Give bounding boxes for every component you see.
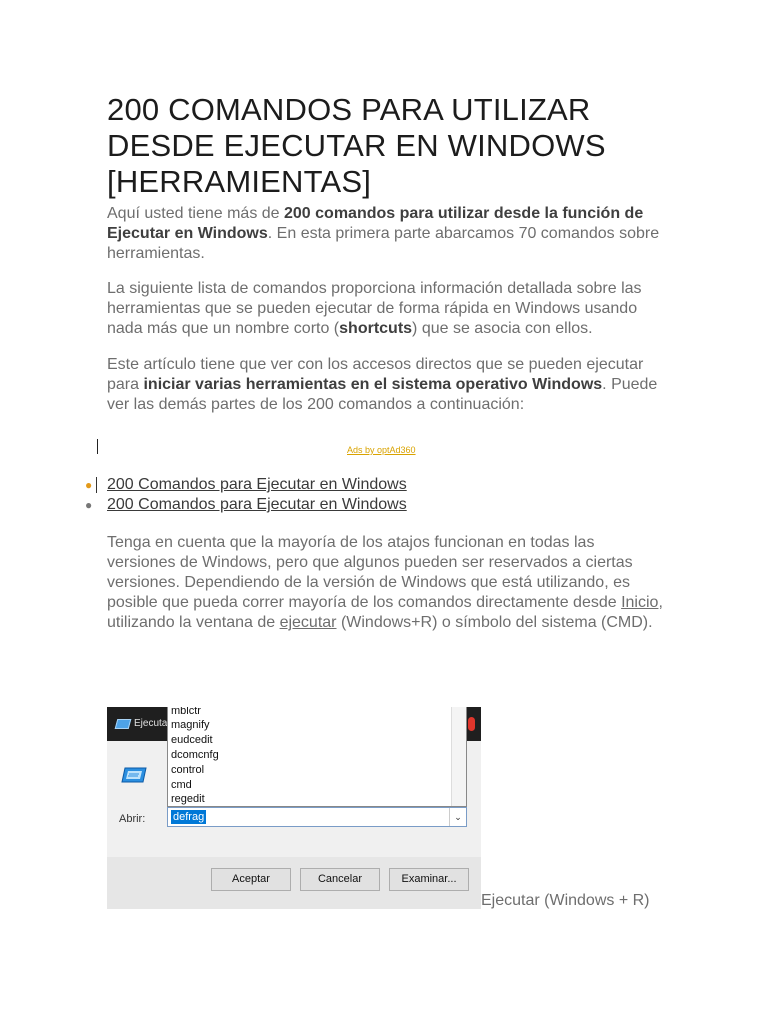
text-cursor (96, 477, 97, 493)
dropdown-option[interactable]: eudcedit (171, 734, 213, 746)
run-program-icon (121, 767, 147, 783)
dropdown-option[interactable]: cmd (171, 779, 192, 791)
intro-paragraph (107, 204, 667, 264)
text-run: Aquí usted tiene más de (107, 205, 284, 222)
dropdown-scrollbar[interactable] (451, 707, 466, 806)
text-run: ) que se asocia con ellos. (412, 320, 593, 337)
bold-text: shortcuts (339, 320, 413, 337)
dropdown-option[interactable]: magnify (171, 719, 210, 731)
open-command-input[interactable] (167, 807, 467, 827)
browse-button[interactable]: Examinar... (389, 868, 469, 891)
dropdown-option[interactable]: dcomcnfg (171, 749, 219, 761)
inicio-link[interactable]: Inicio (621, 594, 659, 611)
text-run: , utilizando la ventana de (107, 594, 663, 631)
article-scope-paragraph (107, 355, 667, 415)
cancel-button[interactable]: Cancelar (300, 868, 380, 891)
ads-link[interactable]: Ads by optAd360 (347, 445, 416, 455)
text-cursor (97, 439, 98, 454)
bullet-icon: ● (85, 498, 93, 512)
list-item (85, 475, 667, 495)
chevron-down-icon[interactable]: ⌄ (449, 808, 466, 826)
text-run: . En esta primera parte abarcamos 70 comandos sobre herramientas. (107, 225, 660, 262)
page-title: 200 COMANDOS PARA UTILIZAR DESDE EJECUTAR EN WINDOWS [HERRAMIENTAS] (107, 92, 606, 199)
list-description-paragraph (107, 279, 667, 339)
accept-button[interactable]: Aceptar (211, 868, 291, 891)
compatibility-paragraph (107, 533, 667, 633)
text-run: (Windows+R) o símbolo del sistema (CMD). (336, 614, 653, 631)
bullet-icon: ● (85, 478, 93, 492)
text-run: La siguiente lista de comandos proporciona información detallada sobre las herramientas que se pueden ejecutar de forma rápida en Windows usando nada más que un nombre corto ( (107, 280, 642, 337)
ejecutar-link[interactable]: ejecutar (279, 614, 337, 631)
text-run: Tenga en cuenta que la mayoría de los atajos funcionan en todas las versiones de Windows, pero que algunos pueden ser reservados a ciertas versiones. Dependiendo de la versión de Windows que está utilizando, es posible que pueda correr mayoría de los comandos directamente desde (107, 534, 633, 611)
dropdown-option[interactable]: control (171, 764, 205, 776)
text-run: Este artículo tiene que ver con los accesos directos que se pueden ejecutar para (107, 356, 644, 393)
text-run: . Puede ver las demás partes de los 200 comandos a continuación: (107, 376, 658, 413)
dropdown-option[interactable]: regedit (171, 793, 205, 805)
run-dialog-screenshot (107, 707, 481, 909)
input-value: defrag (173, 811, 205, 823)
related-link[interactable]: 200 Comandos para Ejecutar en Windows (107, 496, 407, 513)
history-dropdown-list[interactable] (167, 707, 467, 807)
dropdown-option[interactable]: mblctr (171, 707, 201, 717)
open-label: Abrir: (119, 813, 146, 825)
close-icon[interactable] (468, 717, 475, 731)
dialog-title: Ejecuta (134, 718, 168, 729)
run-icon (115, 719, 132, 729)
figure-caption: Ejecutar (Windows + R) (481, 892, 650, 909)
article (85, 92, 667, 633)
related-links-list (85, 475, 667, 515)
bold-text: iniciar varias herramientas en el sistema operativo Windows (143, 376, 603, 393)
bold-text: 200 comandos para utilizar desde la función de Ejecutar en Windows (107, 205, 644, 242)
ad-slot (107, 435, 667, 465)
related-link[interactable]: 200 Comandos para Ejecutar en Windows (107, 476, 407, 493)
list-item (85, 495, 667, 515)
